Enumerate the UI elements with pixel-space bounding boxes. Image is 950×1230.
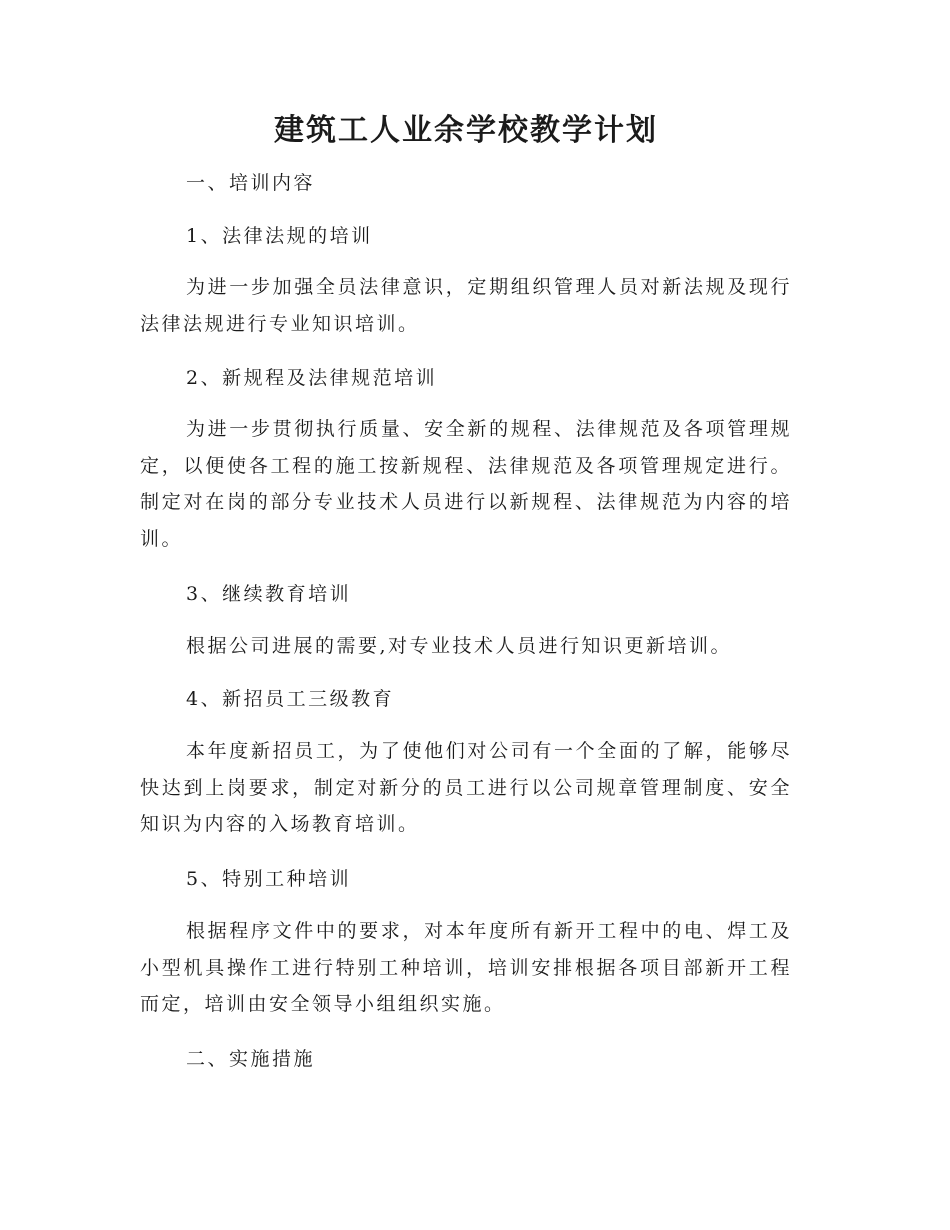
paragraph-new-regulations: 为进一步贯彻执行质量、安全新的规程、法律规范及各项管理规定，以便使各工程的施工按新规程、法律规范及各项管理规定进行。制定对在岗的部分专业技术人员进行以新规程、法律规范为内容的培训。 [140, 418, 792, 550]
paragraph-legal-training: 为进一步加强全员法律意识，定期组织管理人员对新法规及现行法律法规进行专业知识培训。 [140, 276, 792, 335]
subsection-heading-new-regulations: 2、新规程及法律规范培训 [186, 367, 438, 389]
section-heading-implementation-measures: 二、实施措施 [186, 1048, 316, 1070]
paragraph-special-trades: 根据程序文件中的要求，对本年度所有新开工程中的电、焊工及小型机具操作工进行特别工种培训，培训安排根据各项目部新开工程而定，培训由安全领导小组组织实施。 [140, 920, 792, 1015]
subsection-heading-continuing-education: 3、继续教育培训 [186, 583, 352, 605]
document-title: 建筑工人业余学校教学计划 [274, 113, 658, 148]
subsection-heading-legal-training: 1、法律法规的培训 [186, 225, 373, 247]
section-heading-training-content: 一、培训内容 [186, 172, 316, 194]
document-page [140, 0, 792, 1230]
subsection-heading-new-employee-education: 4、新招员工三级教育 [186, 688, 395, 710]
paragraph-continuing-education: 根据公司进展的需要,对专业技术人员进行知识更新培训。 [186, 635, 733, 657]
paragraph-new-employee-education: 本年度新招员工，为了使他们对公司有一个全面的了解，能够尽快达到上岗要求，制定对新分的员工进行以公司规章管理制度、安全知识为内容的入场教育培训。 [140, 740, 792, 835]
subsection-heading-special-trades: 5、特别工种培训 [186, 868, 352, 890]
